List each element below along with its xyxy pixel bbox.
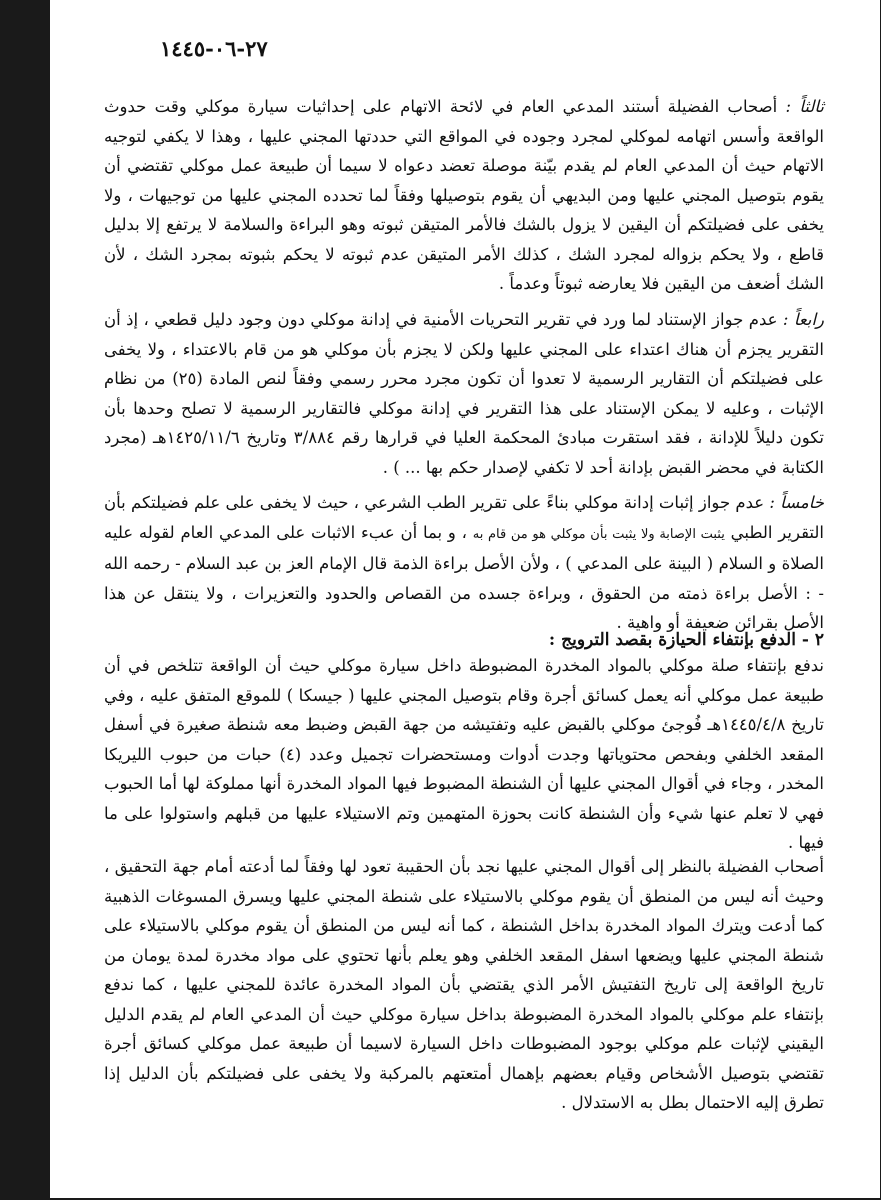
section-third-text: أصحاب الفضيلة أستند المدعي العام في لائحة الاتهام على إحداثيات سيارة موكلي وقت حدوث الواقعة وأسس اتهامه لموكلي لمجرد وجوده في المواقع التي حددتها المجني عليها ، وهذا لا يكفي لتوجيه الاتهام حيث أن المدعي العام لم يقدم بيّنة موصلة تعضد دعواه لا سيما أن طبيعة عمل موكلي تقتضي أن يقوم بتوصيل المجني عليها ومن البديهي أن يقوم بتوصيلها وفقاً لما تحدده المجني عليها من توجيهات ، ولا يخفى على فضيلتكم أن اليقين لا يزول بالشك فالأمر المتيقن ثبوته وهو البراءة والسلامة لا يرتفع إلا بدليل قاطع ، ولا يحكم بزواله لمجرد الشك ، كذلك الأمر المتيقن عدم ثبوته لا يحكم بثبوته بمجرد الشك ، لأن الشك أضعف من اليقين فلا يعارضه ثبوتاً وعدماً . [104,97,824,293]
section-third [104,92,824,299]
section-fifth-text-2: ، و بما أن عبء الاثبات على المدعي العام لقوله عليه الصلاة و السلام ( البينة على المدعي ) ، ولأن الأصل براءة الذمة قال الإمام العز بن عبد السلام - رحمه الله - : الأصل براءة ذمته من الحقوق ، وبراءة جسده من القصاص والحدود والتعزيرات ، ولا ينتقل عن هذا الأصل بقرائن ضعيفة أو واهية . [104,522,824,632]
final-paragraph [104,852,824,1118]
section-fifth-text-small: يثبت الإصابة ولا يثبت بأن موكلي هو من قام به [472,526,725,542]
document-page [50,0,880,1198]
section-fifth-text-1: عدم جواز إثبات إدانة موكلي بناءً على تقرير الطب الشرعي ، حيث لا يخفى على علم فضيلتكم بأن التقرير الطبي [104,493,825,542]
section-fifth-paragraph [104,488,824,638]
section-fifth [104,488,824,638]
section-third-lead: ثالثاً : [785,97,824,116]
defense-paragraph-text: ندفع بإنتفاء صلة موكلي بالمواد المخدرة المضبوطة داخل سيارة موكلي حيث أن الواقعة تتلخص في أن طبيعة عمل موكلي أنه يعمل كسائق أجرة وقام بتوصيل المجني عليها ( جيسكا ) للموقع المتفق عليه ، وفي تاريخ ١٤٤٥/٤/٨هـ فُوجئ موكلي بالقبض عليه وتفتيشه من جهة القبض وضبط معه شنطة صغيرة في أسفل المقعد الخلفي وبفحص محتوياتها وجدت أدوات ومستحضرات تجميل وعدد (٤) حبات من حبوب الليريكا المخدر ، وجاء في أقوال المجني عليها أن الشنطة المضبوط فيها المواد المخدرة أنها مملوكة لها أما الحبوب فهي لا تعلم عنها شيء وأن الشنطة كانت بحوزة المتهمين وتم الاستيلاء عليها من قبلهم واستولوا على ما فيها . [104,656,824,852]
defense-paragraph [104,651,824,858]
section-fifth-lead: خامساً : [769,493,824,512]
section-fourth-text: عدم جواز الإستناد لما ورد في تقرير التحريات الأمنية في إدانة موكلي دون وجود دليل قطعي ، إذ أن التقرير يجزم أن هناك اعتداء على المجني عليها ولكن لا يجزم بأن موكلي هو من قام بالاعتداء ، ولا يخفى على فضيلتكم أن التقارير الرسمية لا تعدوا أن تكون مجرد محرر رسمي وفقاً لنص المادة (٢٥) من نظام الإثبات ، وعليه لا يمكن الإستناد على هذا التقرير في إدانة موكلي فالتقارير الرسمية لا تصلح وحدها بأن تكون دليلاً للإدانة ، فقد استقرت مبادئ المحكمة العليا في قرارها رقم ٣/٨٨٤ وتاريخ ١٤٢٥/١١/٦هـ (مجرد الكتابة في محضر القبض بإدانة أحد لا تكفي لإصدار حكم بها ... ) . [104,310,825,477]
final-paragraph-text: أصحاب الفضيلة بالنظر إلى أقوال المجني عليها نجد بأن الحقيبة تعود لها وفقاً لما أدعته أمام جهة التحقيق ، وحيث أنه ليس من المنطق أن يقوم موكلي بالاستيلاء على شنطة المجني عليها ويسرق المسوغات الذهبية كما أدعت ويترك المواد المخدرة بداخل الشنطة ، كما أنه ليس من المنطق أن يقوم موكلي بالاستيلاء على شنطة المجني عليها ويضعها اسفل المقعد الخلفي وهو يعلم بأنها تحتوي على مواد مخدرة لمدة يومان من تاريخ الواقعة إلى تاريخ التفتيش الأمر الذي يقتضي بأن المواد المخدرة عائدة للمجني عليها ، كما ندفع بإنتفاء علم موكلي بالمواد المخدرة المضبوطة بداخل سيارة موكلي حيث أن المدعي العام لم يقدم الدليل اليقيني لإثبات علم موكلي بوجود المضبوطات داخل السيارة لاسيما أن طبيعة عمل موكلي كسائق أجرة تقتضي بتوصيل الأشخاص وقيام بعضهم بإهمال أمتعتهم بالمركبة ولا يخفى على فضيلتكم بأن الدليل إذا تطرق إليه الاحتمال بطل به الاستدلال . [104,857,824,1112]
defense-heading-text: ٢ - الدفع بإنتفاء الحيازة بقصد الترويج : [548,630,824,650]
reference-number: ٢٧-٠٦-١٤٤٥ [160,36,268,61]
section-third-paragraph [104,92,824,299]
section-fourth-paragraph [104,305,824,482]
section-fourth-lead: رابعاً : [782,310,824,329]
section-fourth [104,305,824,482]
